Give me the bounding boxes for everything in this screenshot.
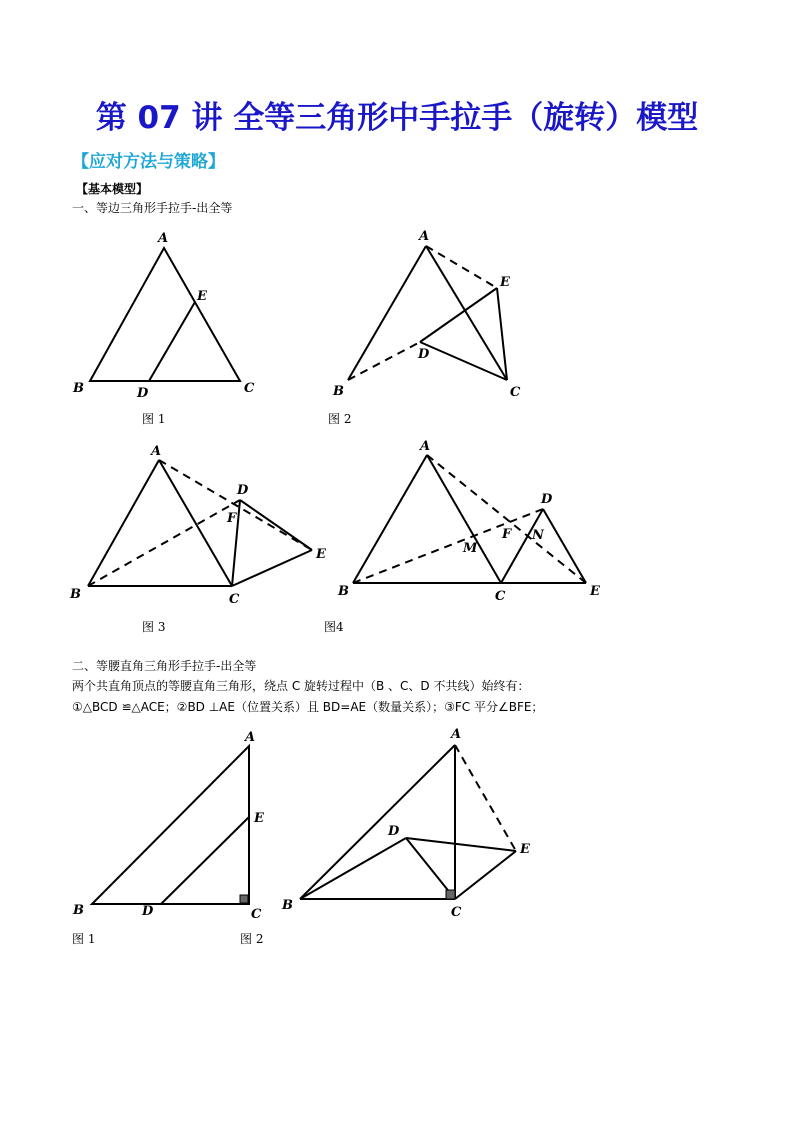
s2f2-label-d: D: [388, 824, 400, 839]
s1f4-side-ac: [427, 455, 501, 583]
s2-figure-1: [72, 730, 265, 922]
s1f3-label-c: C: [229, 592, 240, 607]
s2-fig2-caption: 图 2: [240, 932, 264, 946]
section2-heading: 二、等腰直角三角形手拉手-出全等: [72, 659, 257, 673]
s1-figure-1: [72, 231, 255, 401]
strategy-heading: 【应对方法与策略】: [72, 152, 225, 172]
s1f2-label-b: B: [333, 384, 344, 399]
s2f2-label-a: A: [451, 727, 462, 742]
section2-facts: ①△BCD ≌△ACE；②BD ⊥AE（位置关系）且 BD=AE（数量关系）；③FC 平分∠BFE；: [72, 700, 544, 714]
s1-figure-2: [332, 229, 521, 400]
s1-fig3-caption: 图 3: [142, 620, 166, 634]
s1f3-dashed-ae: [159, 460, 312, 550]
s2f1-label-e: E: [254, 811, 264, 826]
s1f2-side-dc: [420, 342, 507, 380]
s1f3-side-ac: [159, 460, 232, 586]
s1f2-label-a: A: [419, 229, 430, 244]
s1f4-label-b: B: [338, 584, 349, 599]
s1f1-label-b: B: [73, 381, 84, 396]
s1f2-label-d: D: [418, 347, 430, 362]
s1f4-label-f: F: [502, 527, 512, 542]
s2f1-label-c: C: [251, 907, 262, 922]
s1f1-label-e: E: [197, 289, 207, 304]
s1-figure-3: [69, 444, 327, 607]
s1f1-label-a: A: [158, 231, 169, 246]
section2-description: 两个共直角顶点的等腰直角三角形，绕点 C 旋转过程中（B 、C、D 不共线）始终有：: [72, 679, 530, 693]
s2f2-label-c: C: [451, 905, 462, 920]
section1-heading: 一、等边三角形手拉手-出全等: [72, 201, 233, 215]
s1f4-side-ab: [353, 455, 427, 583]
s1f2-side-ac: [426, 246, 507, 380]
s1f3-label-a: A: [151, 444, 162, 459]
s1f3-label-d: D: [237, 483, 249, 498]
basic-model-label: 【基本模型】: [76, 182, 149, 196]
s2f1-label-d: D: [142, 904, 154, 919]
s1f4-label-c: C: [495, 589, 506, 604]
s1-figure-4: [337, 439, 601, 604]
s1f3-label-b: B: [70, 587, 81, 602]
s2f1-triangle-abc: [92, 746, 249, 904]
s1f3-side-de: [240, 500, 312, 550]
s1f3-label-f: F: [227, 511, 237, 526]
s2f2-dashed-ae: [455, 745, 516, 851]
s1f4-label-a: A: [420, 439, 431, 454]
s1f1-triangle-abc: [90, 248, 240, 381]
s1f4-label-e: E: [590, 584, 600, 599]
s2f2-label-e: E: [520, 842, 530, 857]
s1f3-label-e: E: [316, 547, 326, 562]
s1-fig4-caption: 图4: [324, 620, 344, 634]
s1-fig1-caption: 图 1: [142, 412, 166, 426]
s1f1-label-d: D: [137, 386, 149, 401]
s2f1-label-a: A: [245, 730, 256, 745]
s1f2-label-c: C: [510, 385, 521, 400]
s1f3-side-ec: [232, 550, 312, 586]
s1-fig2-caption: 图 2: [328, 412, 352, 426]
s2f2-side-ab: [300, 745, 455, 899]
s2-fig1-caption: 图 1: [72, 932, 96, 946]
s1f3-dashed-bd: [88, 500, 240, 586]
s1f4-dashed-bd: [353, 509, 543, 583]
s1f1-segment-de: [149, 302, 195, 381]
s1f4-label-m: M: [463, 541, 478, 556]
s2f2-side-ec: [455, 851, 516, 899]
s1f1-label-c: C: [244, 381, 255, 396]
s2f2-label-b: B: [282, 898, 293, 913]
s2f1-right-angle-mark: [240, 895, 248, 903]
s2f2-side-de: [406, 838, 516, 851]
s2f1-label-b: B: [73, 903, 84, 918]
s1f4-label-d: D: [541, 492, 553, 507]
s1f2-dashed-ae: [426, 246, 497, 288]
page-title: 第 07 讲 全等三角形中手拉手（旋转）模型: [95, 100, 699, 136]
s2-figure-2: [281, 727, 531, 920]
s2f2-right-angle-mark: [446, 890, 455, 899]
s1f2-side-ed: [420, 288, 497, 342]
s1f3-side-ab: [88, 460, 159, 586]
s1f4-label-n: N: [532, 528, 544, 543]
s1f2-label-e: E: [500, 275, 510, 290]
s1f4-dashed-ae: [427, 455, 586, 583]
s2f1-segment-de: [161, 817, 249, 904]
s1f4-side-de: [543, 509, 586, 583]
